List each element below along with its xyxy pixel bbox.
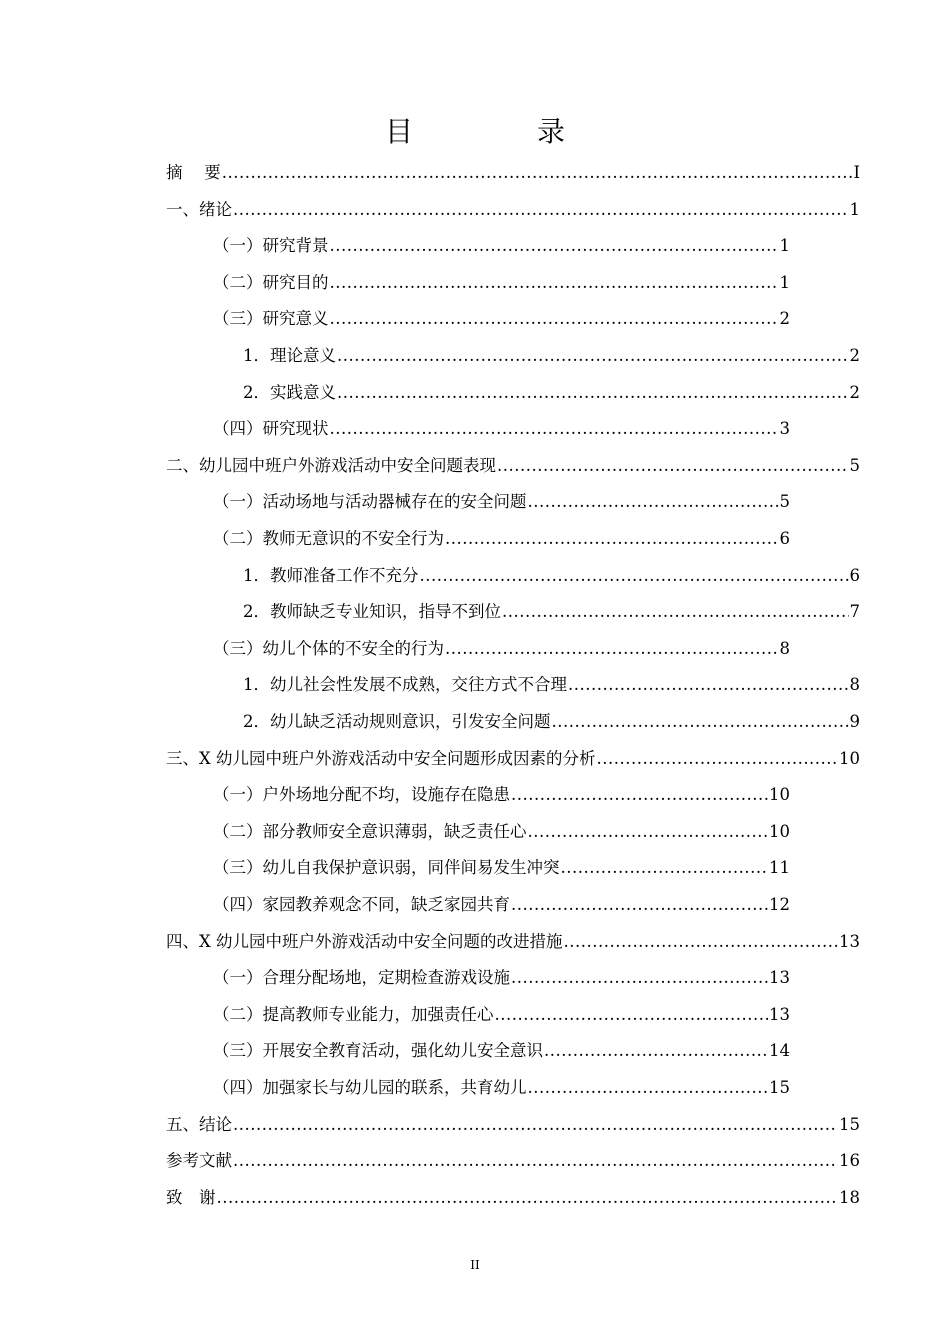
- toc-leader-dots: [495, 1000, 769, 1030]
- toc-leader-dots: [511, 890, 768, 920]
- toc-leader-dots: [233, 1146, 838, 1176]
- toc-leader-dots: [511, 963, 768, 993]
- toc-entry-number: 三、: [166, 748, 199, 768]
- toc-leader-dots: [420, 561, 849, 591]
- toc-entry-title: X 幼儿园中班户外游戏活动中安全问题形成因素的分析: [199, 748, 596, 768]
- toc-entry[interactable]: [166, 1110, 860, 1140]
- toc-entry-page: 13: [839, 931, 860, 951]
- toc-leader-dots: [330, 268, 779, 298]
- toc-entry-number: （一）: [213, 236, 263, 256]
- toc-entry[interactable]: [213, 414, 790, 444]
- toc-entry-page: 1: [779, 236, 790, 256]
- toc-leader-dots: [337, 378, 849, 408]
- toc-entry-number: （三）: [213, 858, 263, 878]
- toc-entry-number: （二）: [213, 529, 263, 548]
- toc-leader-dots: [597, 744, 839, 774]
- toc-leader-dots: [222, 158, 853, 188]
- toc-entry[interactable]: [213, 817, 790, 847]
- toc-entry-number: 二、: [166, 455, 199, 475]
- toc-entry-number: （一）: [213, 785, 263, 805]
- toc-entry[interactable]: [243, 670, 860, 700]
- toc-leader-dots: [528, 1073, 769, 1103]
- toc-entry[interactable]: [213, 231, 790, 261]
- toc-entry[interactable]: [243, 341, 860, 371]
- toc-entry-title: 合理分配场地，定期检查游戏设施: [262, 968, 510, 988]
- toc-entry-title: 研究背景: [262, 236, 329, 256]
- toc-leader-dots: [445, 524, 779, 554]
- toc-entry-page: 8: [849, 675, 860, 695]
- toc-entry-page: 5: [849, 455, 860, 475]
- toc-entry[interactable]: [213, 487, 790, 517]
- toc-entry-page: 13: [769, 968, 790, 988]
- toc-leader-dots: [445, 634, 779, 664]
- toc-entry-title: 提高教师专业能力，加强责任心: [262, 1004, 494, 1024]
- toc-leader-dots: [528, 817, 769, 847]
- toc-entry-page: 10: [769, 785, 790, 805]
- toc-entry-title: 户外场地分配不均，设施存在隐患: [262, 785, 510, 805]
- toc-entry-number: （四）: [213, 1078, 263, 1097]
- toc-entry[interactable]: [213, 890, 790, 920]
- toc-entry-title: 活动场地与活动器械存在的安全问题: [262, 492, 527, 512]
- toc-entry-page: 9: [849, 712, 860, 731]
- toc-entry-title: 幼儿社会性发展不成熟，交往方式不合理: [270, 675, 567, 695]
- toc-entry[interactable]: [213, 853, 790, 883]
- toc-entry-number: （二）: [213, 272, 263, 292]
- toc-entry-page: 6: [779, 529, 790, 548]
- toc-entry-page: 10: [769, 821, 790, 841]
- toc-entry-page: 14: [769, 1041, 790, 1061]
- toc-entry-page: 12: [769, 895, 790, 914]
- toc-entry-page: 1: [849, 199, 860, 219]
- toc-leader-dots: [217, 1183, 839, 1213]
- toc-entry-page: 18: [839, 1187, 860, 1207]
- toc-leader-dots: [330, 231, 779, 261]
- toc-entry-title: 研究现状: [262, 419, 329, 439]
- toc-entry-title: 理论意义: [270, 346, 336, 365]
- toc-entry[interactable]: [213, 268, 790, 298]
- toc-entry-title: 结论: [199, 1114, 232, 1134]
- toc-entry-page: 11: [769, 858, 790, 878]
- toc-entry[interactable]: [243, 597, 860, 627]
- toc-entry-page: 2: [779, 309, 790, 329]
- toc-entry-number: 四、: [166, 931, 199, 951]
- toc-entry[interactable]: [166, 744, 860, 774]
- toc-entry-number: 1．: [243, 346, 270, 365]
- toc-entry-title: 教师准备工作不充分: [270, 565, 419, 585]
- toc-entry[interactable]: [213, 634, 790, 664]
- toc-entry-number: 一、: [166, 199, 199, 219]
- toc-leader-dots: [528, 487, 779, 517]
- toc-entry-page: 2: [849, 346, 860, 365]
- toc-leader-dots: [568, 670, 849, 700]
- toc-entry-number: 摘 要: [166, 163, 221, 182]
- toc-entry-number: （二）: [213, 821, 263, 841]
- toc-entry-title: 幼儿自我保护意识弱，同伴间易发生冲突: [262, 858, 560, 878]
- toc-leader-dots: [233, 1110, 838, 1140]
- toc-entry-title: 幼儿缺乏活动规则意识，引发安全问题: [270, 712, 551, 731]
- toc-leader-dots: [233, 195, 849, 225]
- toc-entry-number: （三）: [213, 1041, 263, 1061]
- toc-entry-page: 15: [769, 1078, 790, 1097]
- toc-entry-number: 2．: [243, 712, 270, 731]
- toc-entry-page: 7: [849, 602, 860, 622]
- toc-entry[interactable]: [213, 1000, 790, 1030]
- toc-entry[interactable]: [213, 780, 790, 810]
- toc-entry[interactable]: [166, 1146, 860, 1176]
- toc-entry[interactable]: [166, 1183, 860, 1213]
- toc-leader-dots: [330, 304, 779, 334]
- toc-entry-number: （四）: [213, 895, 263, 914]
- toc-leader-dots: [561, 853, 769, 883]
- toc-entry-title: 开展安全教育活动，强化幼儿安全意识: [262, 1041, 543, 1061]
- toc-entry[interactable]: [243, 378, 860, 408]
- toc-leader-dots: [330, 414, 779, 444]
- toc-entry-number: （一）: [213, 968, 263, 988]
- toc-entry-number: 1．: [243, 675, 270, 695]
- toc-entry-page: 2: [849, 382, 860, 402]
- toc-entry-title: 加强家长与幼儿园的联系，共育幼儿: [262, 1078, 527, 1097]
- toc-entry-number: 参考文献: [166, 1151, 232, 1171]
- toc-entry-number: 五、: [166, 1114, 199, 1134]
- toc-entry-number: （三）: [213, 309, 263, 329]
- toc-entry-title: 教师无意识的不安全行为: [262, 529, 444, 548]
- toc-entry[interactable]: [243, 707, 860, 737]
- toc-leader-dots: [511, 780, 768, 810]
- toc-leader-dots: [502, 597, 849, 627]
- toc-entry-title: 绪论: [199, 199, 232, 219]
- toc-entry[interactable]: [166, 927, 860, 957]
- toc-leader-dots: [552, 707, 849, 737]
- toc-entry[interactable]: [213, 1073, 790, 1103]
- toc-entry-title: 家园教养观念不同，缺乏家园共育: [262, 895, 510, 914]
- toc-entry-page: 1: [779, 272, 790, 292]
- toc-leader-dots: [497, 451, 849, 481]
- toc-entry[interactable]: [166, 195, 860, 225]
- toc-entry-title: 研究意义: [262, 309, 329, 329]
- toc-entry-number: （一）: [213, 492, 263, 512]
- toc-leader-dots: [564, 927, 839, 957]
- toc-entry-page: 13: [769, 1004, 790, 1024]
- toc-entry-title: 实践意义: [270, 382, 336, 402]
- toc-entry-page: 10: [839, 748, 860, 768]
- toc-entry-title: 幼儿园中班户外游戏活动中安全问题表现: [199, 455, 496, 475]
- toc-entry-number: 致 谢: [166, 1187, 216, 1207]
- toc-entry-page: 16: [839, 1151, 860, 1171]
- toc-entry[interactable]: [166, 158, 860, 188]
- toc-entry-title: 幼儿个体的不安全的行为: [262, 638, 444, 658]
- toc-entry-title: 教师缺乏专业知识，指导不到位: [270, 602, 501, 622]
- toc-entry[interactable]: [243, 561, 860, 591]
- toc-entry-page: 5: [779, 492, 790, 512]
- toc-entry-number: 1．: [243, 565, 270, 585]
- toc-entry-page: 6: [849, 565, 860, 585]
- toc-entry[interactable]: [213, 1036, 790, 1066]
- toc-leader-dots: [337, 341, 849, 371]
- page-title: 目 录: [384, 115, 613, 148]
- toc-entry-number: （三）: [213, 638, 263, 658]
- toc-entry[interactable]: [166, 451, 860, 481]
- page-number-footer: II: [470, 1258, 480, 1272]
- toc-entry-page: 15: [839, 1114, 860, 1134]
- toc-entry-number: （四）: [213, 419, 263, 439]
- toc-entry-page: 3: [779, 419, 790, 439]
- toc-entry[interactable]: [213, 304, 790, 334]
- toc-entry[interactable]: [213, 524, 790, 554]
- toc-entry-number: 2．: [243, 382, 270, 402]
- toc-entry-number: （二）: [213, 1004, 263, 1024]
- toc-entry-title: X 幼儿园中班户外游戏活动中安全问题的改进措施: [199, 931, 563, 951]
- toc-leader-dots: [544, 1036, 768, 1066]
- toc-entry-title: 研究目的: [262, 272, 329, 292]
- toc-entry-number: 2．: [243, 602, 270, 622]
- toc-entry-title: 部分教师安全意识薄弱，缺乏责任心: [262, 821, 527, 841]
- toc-entry-page: 8: [779, 638, 790, 658]
- toc-entry[interactable]: [213, 963, 790, 993]
- toc-entry-page: I: [853, 163, 860, 182]
